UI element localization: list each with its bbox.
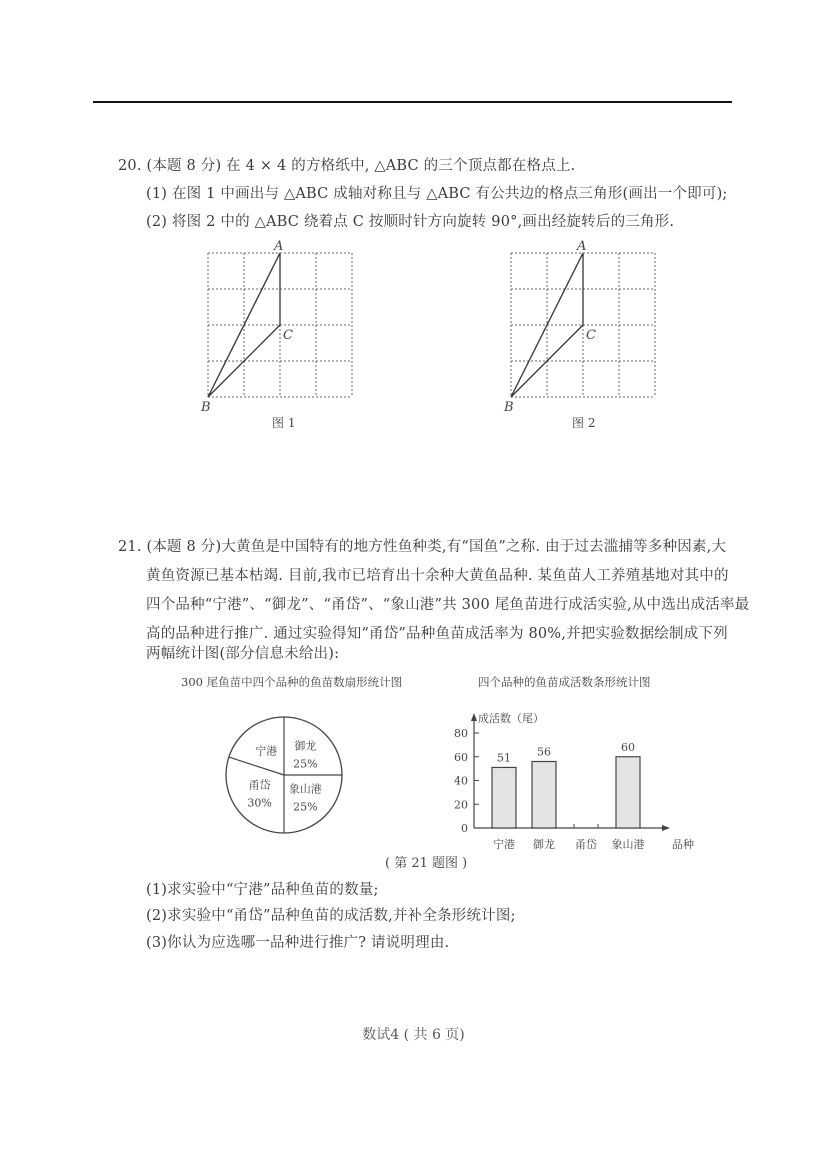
vertex-label-a: A <box>577 239 587 254</box>
q20-part2: (2) 将图 2 中的 △ABC 绕着点 C 按顺时针方向旋转 90°,画出经旋转后的三角形. <box>146 214 675 230</box>
pie-chart-title: 300 尾鱼苗中四个品种的鱼苗数扇形统计图 <box>181 675 403 689</box>
q21-question-1: (1)求实验中“宁港”品种鱼苗的数量; <box>146 882 379 898</box>
bar <box>616 757 640 828</box>
y-tick-label: 20 <box>454 798 468 812</box>
q21-question-3: (3)你认为应选哪一品种进行推广? 请说明理由. <box>146 935 450 951</box>
bar-value-label: 56 <box>537 745 551 759</box>
y-axis-arrow <box>471 713 477 721</box>
pie-slice-label: 象山港 <box>288 782 322 796</box>
q21-line-4: 高的品种进行推广. 通过实验得知“甬岱”品种鱼苗成活率为 80%,并把实验数据绘制成下列 <box>146 626 728 642</box>
x-tick-label: 象山港 <box>611 838 645 851</box>
figure-2-caption: 图 2 <box>572 416 596 430</box>
page-footer: 数试4 ( 共 6 页) <box>362 1027 465 1043</box>
bar-chart-title: 四个品种的鱼苗成活数条形统计图 <box>478 675 651 689</box>
y-tick-label: 80 <box>454 727 468 740</box>
pie-chart <box>210 700 360 850</box>
x-tick-label: 甬岱 <box>575 838 597 851</box>
pie-slice-value: 25% <box>293 757 318 771</box>
x-axis-label: 品种 <box>672 838 694 851</box>
x-axis-arrow <box>662 825 670 831</box>
vertex-label-c: C <box>586 328 596 343</box>
q21-line-5: 两幅统计图(部分信息未给出): <box>146 646 340 662</box>
q21-line-2: 黄鱼资源已基本枯竭. 目前,我市已培育出十余种大黄鱼品种. 某鱼苗人工养殖基地对其中的 <box>146 568 729 584</box>
header-rule <box>93 101 732 103</box>
y-tick-label: 40 <box>454 774 468 788</box>
bar-value-label: 51 <box>497 751 511 765</box>
vertex-label-a: A <box>274 239 284 254</box>
x-tick-label: 御龙 <box>533 838 555 851</box>
vertex-label-c: C <box>283 328 293 343</box>
y-tick-label: 0 <box>461 822 468 835</box>
bar-chart <box>440 695 700 865</box>
figure-1-grid <box>195 236 370 436</box>
vertex-label-b: B <box>504 400 514 415</box>
pie-slice-value: 25% <box>293 800 318 814</box>
q21-question-2: (2)求实验中“甬岱”品种鱼苗的成活数,并补全条形统计图; <box>146 908 516 924</box>
figure-1-caption: 图 1 <box>272 416 296 430</box>
q21-line-1: 21. (本题 8 分)大黄鱼是中国特有的地方性鱼种类,有“国鱼”之称. 由于过去滥捕等多种因素,大 <box>118 539 727 555</box>
q20-part1: (1) 在图 1 中画出与 △ABC 成轴对称且与 △ABC 有公共边的格点三角形(画出一个即可); <box>146 186 728 202</box>
pie-slice-value: 30% <box>247 796 272 810</box>
bar <box>532 762 556 829</box>
pie-slice-label: 御龙 <box>294 739 317 753</box>
pie-slice-label: 宁港 <box>255 744 278 758</box>
q20-stem: 20. (本题 8 分) 在 4 × 4 的方格纸中, △ABC 的三个顶点都在格点上. <box>118 158 576 174</box>
bar-value-label: 60 <box>621 740 635 754</box>
bar <box>492 767 516 828</box>
figure-21-caption: ( 第 21 题图 ) <box>385 856 468 871</box>
vertex-label-b: B <box>201 400 211 415</box>
q21-line-3: 四个品种“宁港”、“御龙”、“甬岱”、“象山港”共 300 尾鱼苗进行成活实验,从中选出成活率最 <box>146 597 750 613</box>
y-tick-label: 60 <box>454 750 468 764</box>
figure-2-grid <box>498 236 673 436</box>
x-tick-label: 宁港 <box>493 838 515 851</box>
pie-slice-label: 甬岱 <box>248 778 271 792</box>
pie-slice-boundary <box>229 757 284 775</box>
y-axis-label: 成活数（尾） <box>478 712 544 725</box>
